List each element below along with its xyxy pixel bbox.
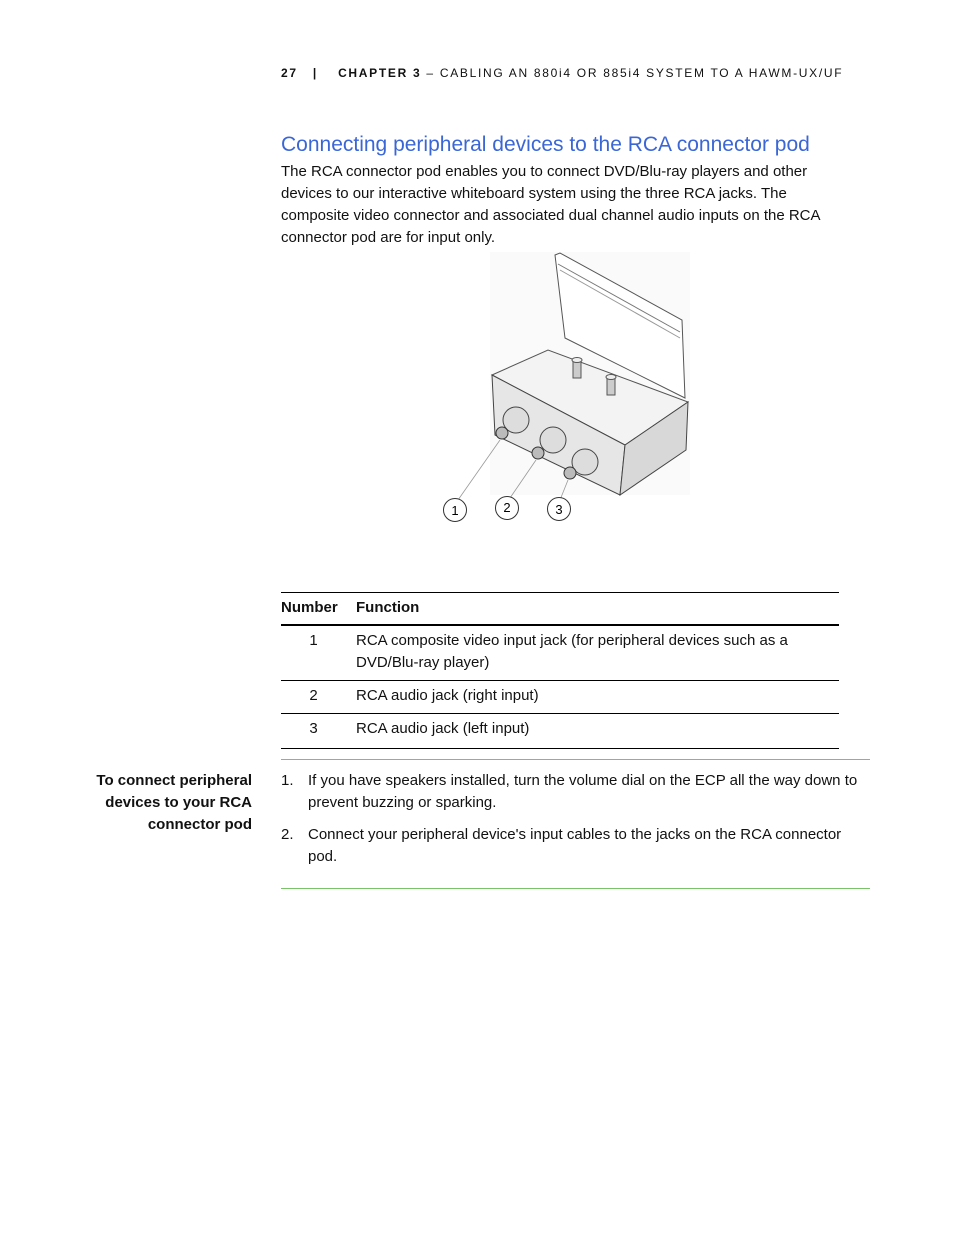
jack-function-table	[281, 592, 839, 749]
rca-connector-pod-figure	[430, 250, 700, 530]
column-header-number: Number	[281, 599, 338, 616]
column-header-function: Function	[356, 599, 420, 616]
step-text: Connect your peripheral device's input cables to the jacks on the RCA connector pod.	[308, 826, 842, 865]
table-row	[281, 626, 839, 681]
callout-3	[548, 498, 571, 521]
rca-pod-illustration	[430, 250, 700, 530]
chapter-label: CHAPTER 3	[338, 66, 422, 80]
procedure-divider-top	[281, 759, 870, 760]
page-number: 27	[281, 66, 298, 80]
section-intro: The RCA connector pod enables you to connect DVD/Blu-ray players and other devices to our interactive whiteboard system using the three RCA jacks. The composite video connector and associated dual channel audio inputs on the RCA connector pod are for input only.	[281, 163, 820, 246]
table-header	[281, 593, 839, 626]
svg-text:1: 1	[451, 503, 459, 518]
list-item	[281, 770, 871, 814]
chapter-title: – CABLING AN 880i4 OR 885i4 SYSTEM TO A HAWM-UX/UF	[426, 66, 844, 80]
step-number: 2.	[281, 826, 294, 843]
procedure-heading: To connect peripheral devices to your RCA connector pod	[96, 772, 252, 833]
procedure-steps	[281, 770, 871, 878]
row-number: 1	[309, 632, 318, 649]
list-item	[281, 824, 871, 868]
page-header	[281, 66, 843, 80]
step-number: 1.	[281, 772, 294, 789]
section-title: Connecting peripheral devices to the RCA connector pod	[281, 133, 810, 156]
row-function: RCA audio jack (left input)	[356, 720, 530, 737]
header-separator: |	[312, 66, 318, 80]
row-number: 3	[309, 720, 318, 737]
row-function: RCA audio jack (right input)	[356, 687, 539, 704]
callout-1	[444, 499, 467, 522]
table-row	[281, 681, 839, 714]
callout-2	[496, 497, 519, 520]
step-text: If you have speakers installed, turn the volume dial on the ECP all the way down to prevent buzzing or sparking.	[308, 772, 858, 811]
procedure-divider-bottom	[281, 888, 870, 889]
svg-text:3: 3	[555, 502, 563, 517]
svg-text:2: 2	[503, 500, 511, 515]
row-number: 2	[309, 687, 318, 704]
table-row	[281, 714, 839, 748]
row-function: RCA composite video input jack (for peripheral devices such as a DVD/Blu-ray player)	[356, 632, 788, 671]
